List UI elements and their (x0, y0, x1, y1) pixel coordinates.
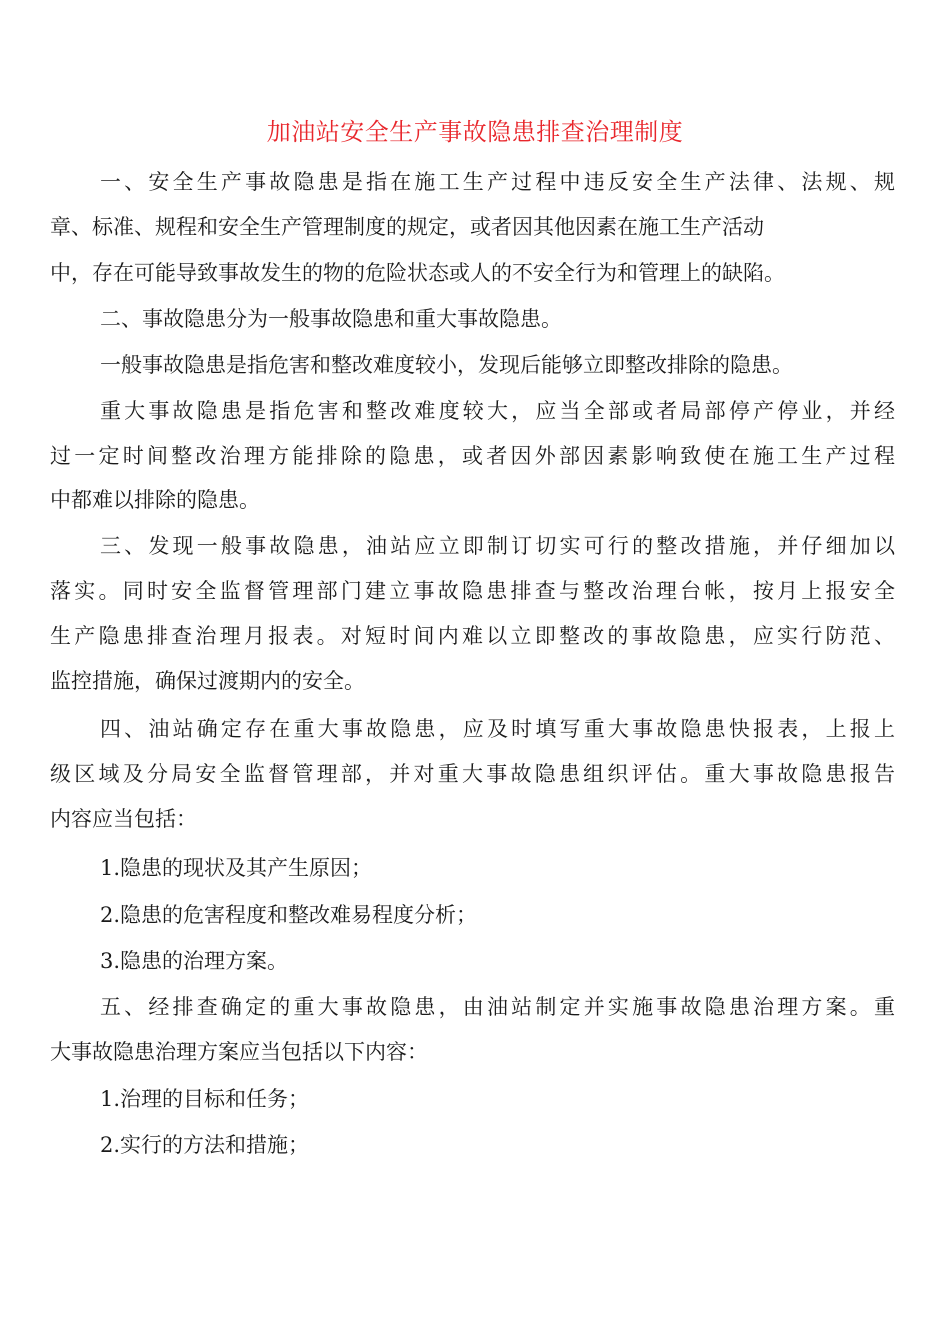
list-item: 2.隐患的危害程度和整改难易程度分析； (100, 903, 478, 927)
document-title: 加油站安全生产事故隐患排查治理制度 (266, 118, 684, 146)
text-line: 五、经排查确定的重大事故隐患，由油站制定并实施事故隐患治理方案。重 (100, 995, 895, 1019)
text-line: 监控措施，确保过渡期内的安全。 (50, 669, 365, 693)
text-line: 章、标准、规程和安全生产管理制度的规定，或者因其他因素在施工生产活动 (50, 215, 764, 239)
text-line: 中，存在可能导致事故发生的物的危险状态或人的不安全行为和管理上的缺陷。 (50, 261, 785, 285)
text-line: 级区域及分局安全监督管理部，并对重大事故隐患组织评估。重大事故隐患报告 (50, 762, 895, 786)
list-item: 1.治理的目标和任务； (100, 1087, 310, 1111)
text-line: 二、事故隐患分为一般事故隐患和重大事故隐患。 (100, 307, 562, 331)
text-line: 中都难以排除的隐患。 (50, 488, 260, 512)
list-item: 2.实行的方法和措施； (100, 1133, 310, 1157)
text-line: 过一定时间整改治理方能排除的隐患，或者因外部因素影响致使在施工生产过程 (50, 444, 895, 468)
text-line: 生产隐患排查治理月报表。对短时间内难以立即整改的事故隐患，应实行防范、 (50, 624, 895, 648)
text-line: 大事故隐患治理方案应当包括以下内容： (50, 1040, 428, 1064)
text-line: 三、发现一般事故隐患，油站应立即制订切实可行的整改措施，并仔细加以 (100, 534, 895, 558)
list-item: 3.隐患的治理方案。 (100, 949, 289, 973)
text-line: 一般事故隐患是指危害和整改难度较小，发现后能够立即整改排除的隐患。 (100, 353, 793, 377)
list-item: 1.隐患的现状及其产生原因； (100, 856, 373, 880)
text-line: 落实。同时安全监督管理部门建立事故隐患排查与整改治理台帐，按月上报安全 (50, 579, 895, 603)
text-line: 内容应当包括： (50, 807, 197, 831)
text-line: 重大事故隐患是指危害和整改难度较大，应当全部或者局部停产停业，并经 (100, 399, 895, 423)
text-line: 一、安全生产事故隐患是指在施工生产过程中违反安全生产法律、法规、规 (100, 170, 895, 194)
text-line: 四、油站确定存在重大事故隐患，应及时填写重大事故隐患快报表，上报上 (100, 717, 895, 741)
